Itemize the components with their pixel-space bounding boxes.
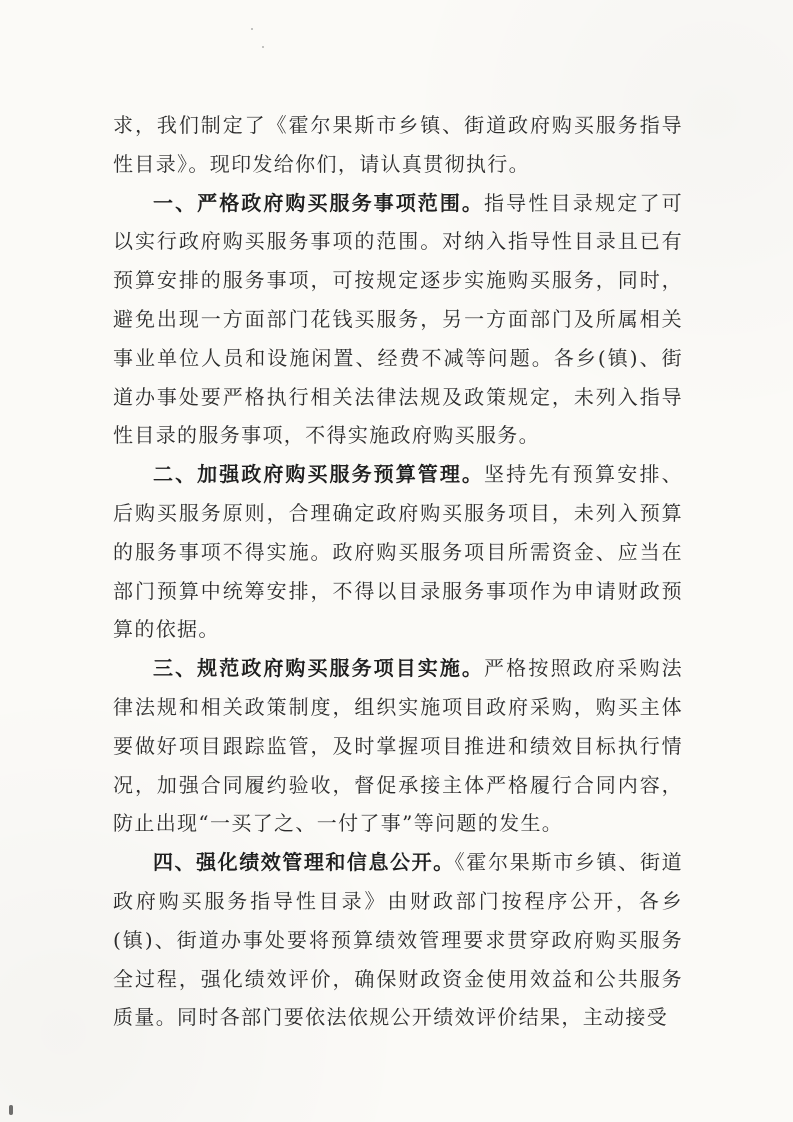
scan-speck — [355, 781, 357, 783]
scan-speck — [262, 46, 264, 48]
scan-speck — [251, 28, 253, 30]
section-1-text: 指导性目录规定了可以实行政府购买服务事项的范围。对纳入指导性目录且已有预算安排的服务事项，可按规定逐步实施购买服务，同时，避免出现一方面部门花钱买服务，另一方面部门及所属相关事业单位人员和设施闲置、经费不减等问题。各乡(镇)、街道办事处要严格执行相关法律法规及政策规定，未列入指导性目录的服务事项，不得实施政府购买服务。 — [113, 190, 684, 448]
paragraph-section-4 — [113, 843, 683, 1037]
paragraph-intro — [113, 106, 683, 184]
section-4-text: 《霍尔果斯市乡镇、街道政府购买服务指导性目录》由财政部门按程序公开，各乡(镇)、街道办事处要将预算绩效管理要求贯穿政府购买服务全过程，强化绩效评价，确保财政资金使用效益和公共服务质量。同时各部门要依法依规公开绩效评价结果，主动接受 — [113, 850, 683, 1030]
section-4-heading: 四、强化绩效管理和信息公开。 — [153, 850, 455, 875]
section-2-heading: 二、加强政府购买服务预算管理。 — [153, 462, 484, 487]
paragraph-section-1 — [113, 184, 683, 456]
section-3-text: 严格按照政府采购法律法规和相关政策制度，组织实施项目政府采购，购买主体要做好项目跟踪监管，及时掌握项目推进和绩效目标执行情况，加强合同履约验收，督促承接主体严格履行合同内容，防止出现“一买了之、一付了事”等问题的发生。 — [113, 656, 684, 836]
section-1-heading: 一、严格政府购买服务事项范围。 — [153, 190, 484, 215]
scan-speck — [9, 1105, 13, 1115]
paragraph-intro-text: 求，我们制定了《霍尔果斯市乡镇、街道政府购买服务指导性目录》。现印发给你们，请认真贯彻执行。 — [113, 113, 683, 176]
section-2-text: 坚持先有预算安排、后购买服务原则，合理确定政府购买服务项目，未列入预算的服务事项不得实施。政府购买服务项目所需资金、应当在部门预算中统筹安排，不得以目录服务事项作为申请财政预算的依据。 — [113, 462, 684, 642]
paragraph-section-3 — [113, 649, 683, 843]
section-3-heading: 三、规范政府购买服务项目实施。 — [153, 656, 484, 681]
document-body — [113, 106, 683, 1037]
paragraph-section-2 — [113, 455, 683, 649]
